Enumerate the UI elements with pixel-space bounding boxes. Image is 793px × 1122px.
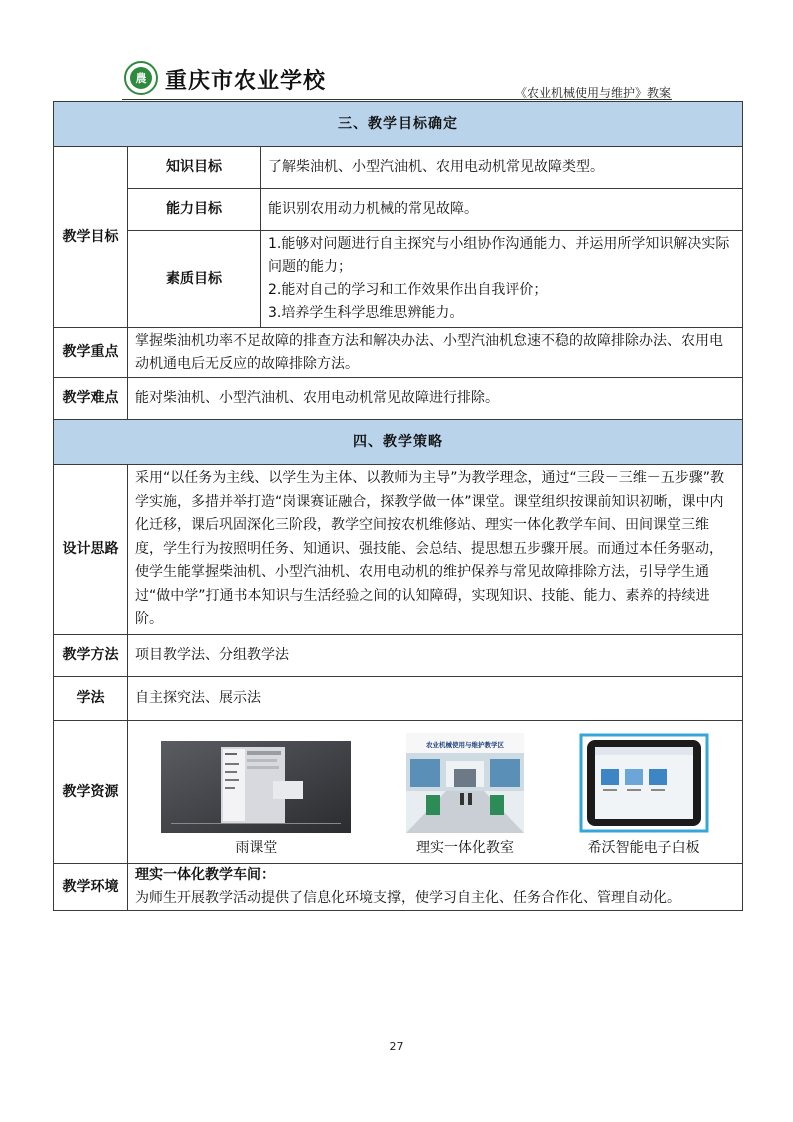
difficulty-row — [54, 378, 743, 420]
design-row — [54, 465, 743, 635]
section4-title: 四、教学策略 — [54, 420, 743, 465]
environment-cell — [128, 864, 743, 911]
ability-goal-text: 能识别农用动力机械的常见故障。 — [261, 189, 743, 231]
design-label: 设计思路 — [54, 465, 128, 635]
resources-cell — [128, 721, 743, 864]
quality-goal-row — [54, 231, 743, 328]
environment-row — [54, 864, 743, 911]
knowledge-goal-label: 知识目标 — [128, 147, 261, 189]
classroom-sign-text: 农业机械使用与维护教学区 — [426, 741, 504, 749]
key-points-row — [54, 328, 743, 378]
quality-goal-line: 1.能够对问题进行自主探究与小组协作沟通能力、并运用所学知识解决实际问题的能力； — [268, 236, 730, 275]
difficulty-label: 教学难点 — [54, 378, 128, 420]
quality-goal-line: 3.培养学生科学思维思辨能力。 — [268, 305, 464, 321]
logo-emblem-char: 農 — [135, 72, 147, 85]
key-points-text: 掌握柴油机功率不足故障的排查方法和解决办法、小型汽油机怠速不稳的故障排除办法、农用电动机通电后无反应的故障排除方法。 — [128, 328, 743, 378]
section3-title: 三、教学目标确定 — [54, 102, 743, 147]
resource-item — [406, 733, 524, 857]
design-text: 采用“以任务为主线、以学生为主体、以教师为主导”为教学理念，通过“三段－三维－五步骤”教学实施，多措并举打造“岗课赛证融合，探教学做一体”课堂。课堂组织按课前知识初晰，课中内化迁移，课后巩固深化三阶段，教学空间按农机维修站、理实一体化教学车间、田间课堂三维度，学生行为按照明任务、知通识、强技能、会总结、提思想五步骤开展。而通过本任务驱动，使学生能掌握柴油机、小型汽油机、农用电动机的维护保养与常见故障排除方法，引导学生通过“做中学”打通书本知识与生活经验之间的认知障碍，实现知识、技能、能力、素养的持续进阶。 — [128, 465, 743, 635]
section4-header-row — [54, 420, 743, 465]
environment-text: 为师生开展教学活动提供了信息化环境支撑，使学习自主化、任务合作化、管理自动化。 — [135, 890, 681, 906]
header-divider — [122, 99, 672, 100]
quality-goal-label: 素质目标 — [128, 231, 261, 328]
resource-item — [579, 733, 709, 857]
goal-label: 教学目标 — [54, 147, 128, 328]
resource-item — [161, 741, 351, 857]
quality-goal-line: 2.能对自己的学习和工作效果作出自我评价； — [268, 282, 548, 298]
method-row — [54, 635, 743, 677]
lesson-plan-table — [53, 101, 743, 911]
method-label: 教学方法 — [54, 635, 128, 677]
environment-title: 理实一体化教学车间： — [135, 867, 275, 883]
learning-method-row — [54, 677, 743, 721]
page-header — [0, 0, 793, 100]
key-points-label: 教学重点 — [54, 328, 128, 378]
method-text: 项目教学法、分组教学法 — [128, 635, 743, 677]
school-name: 重庆市农业学校 — [165, 68, 327, 94]
document-title: 《农业机械使用与维护》教案 — [514, 86, 671, 100]
resource-caption: 理实一体化教室 — [416, 840, 514, 856]
tablet-photo-icon — [579, 733, 709, 833]
quality-goal-text — [261, 231, 743, 328]
knowledge-goal-row — [54, 147, 743, 189]
learning-method-text: 自主探究法、展示法 — [128, 677, 743, 721]
ability-goal-row — [54, 189, 743, 231]
resource-caption: 雨课堂 — [235, 840, 278, 856]
resources-row — [54, 721, 743, 864]
difficulty-text: 能对柴油机、小型汽油机、农用电动机常见故障进行排除。 — [128, 378, 743, 420]
environment-label: 教学环境 — [54, 864, 128, 911]
section3-header-row — [54, 102, 743, 147]
resource-caption: 希沃智能电子白板 — [587, 840, 700, 856]
ability-goal-label: 能力目标 — [128, 189, 261, 231]
school-logo-icon — [124, 61, 158, 95]
learning-method-label: 学法 — [54, 677, 128, 721]
knowledge-goal-text: 了解柴油机、小型汽油机、农用电动机常见故障类型。 — [261, 147, 743, 189]
page-number: 27 — [389, 1040, 404, 1053]
rain-classroom-screenshot-icon — [161, 741, 351, 833]
classroom-photo-icon — [406, 733, 524, 833]
resources-label: 教学资源 — [54, 721, 128, 864]
